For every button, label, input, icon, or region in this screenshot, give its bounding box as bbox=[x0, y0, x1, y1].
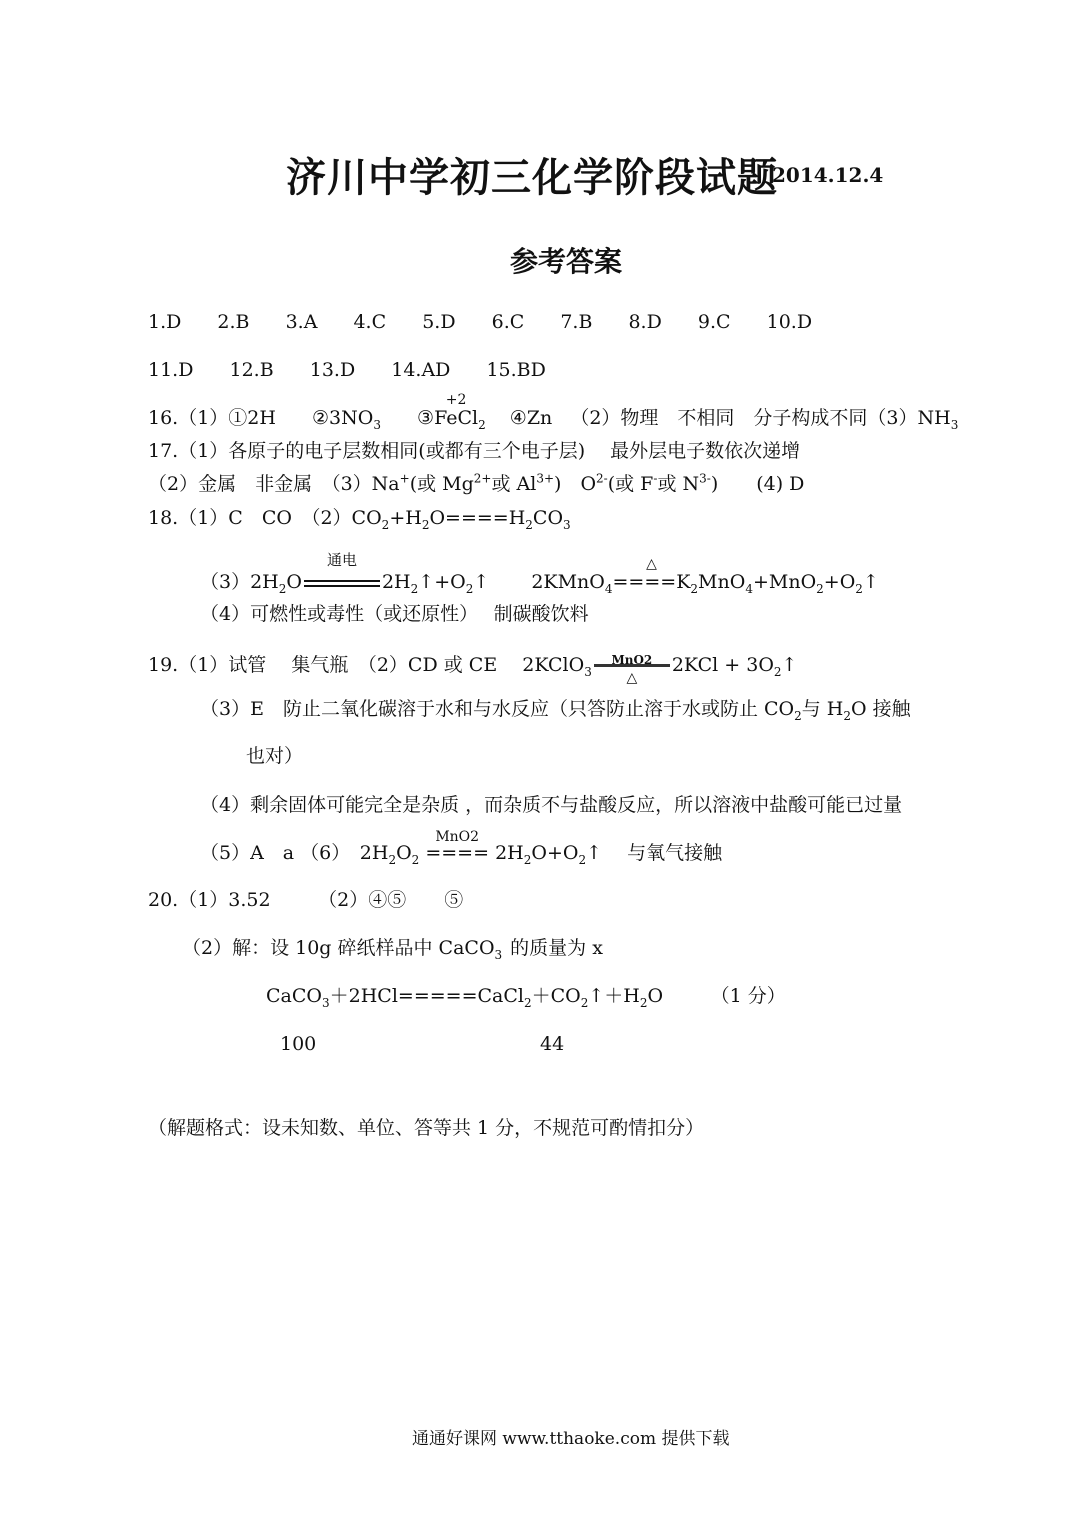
q17-line-1: 17.（1）各原子的电子层数相同(或都有三个电子层) 最外层电子数依次递增 bbox=[148, 440, 801, 462]
q18-line-2: $(3)2H_2O$ 通电 $2H_2↑+O_2↑$ 2KMnO$_4$ △ $====K_2MnO_4+MnO_2+O_2↑$ bbox=[200, 551, 879, 596]
q19-line-4: （4）剩余固体可能完全是杂质 ，而杂质不与盐酸反应，所以溶液中盐酸可能已过量 bbox=[200, 794, 903, 816]
answer-item: 3.A bbox=[285, 311, 318, 333]
page-title: 济川中学初三化学阶段试题 bbox=[286, 154, 778, 201]
answer-item: 14.AD bbox=[391, 359, 451, 381]
valence-fecl2: +2 FeCl bbox=[434, 392, 479, 429]
catalyst-arrow: MnO2 △ bbox=[592, 648, 672, 684]
answer-item: 5.D bbox=[422, 311, 456, 333]
catalyst-condition: MnO2 ==== bbox=[425, 829, 490, 864]
q20-equation: $CaCO_3+2HCl=====CaCl_2+CO_2↑+H_2O$ （1 分） bbox=[266, 985, 786, 1010]
q20-line-2: （2）解：设 10g 碎纸样品中 CaCO$_3$ 的质量为 x bbox=[182, 937, 603, 962]
answer-item: 2.B bbox=[217, 311, 250, 333]
q16-line: 16.（1）①2H $②3NO_3$ ③ +2 FeCl$_2$ ④Zn （2）物理 不相同 分子构成不同$(3)NH_3$ bbox=[148, 392, 959, 432]
exam-date: 2014.12.4 bbox=[772, 163, 884, 187]
answer-item: 15.BD bbox=[486, 359, 546, 381]
q17-line-2: （2）金属 非金属 （3）Na+(或 $Mg^{2+}$或 $Al^{3+}$) $O^{2-}$(或 F-或 $N^{3-}$) (4) D bbox=[148, 471, 805, 495]
grading-note: （解题格式：设未知数、单位、答等共 1 分，不规范可酌情扣分） bbox=[148, 1117, 705, 1139]
double-equals-line bbox=[304, 580, 380, 587]
page-subtitle: 参考答案 bbox=[510, 245, 623, 278]
q18-line-1: 18.（1）C CO $(2)CO_2+H_2O====H_2CO_3$ bbox=[148, 507, 571, 532]
answer-item: 10.D bbox=[766, 311, 813, 333]
answer-item: 6.C bbox=[491, 311, 525, 333]
answer-item: 8.D bbox=[628, 311, 662, 333]
q20-mass-100: 100 bbox=[280, 1033, 317, 1055]
answers-row-1 bbox=[148, 310, 842, 334]
answer-item: 9.C bbox=[697, 311, 731, 333]
answer-item: 7.B bbox=[560, 311, 593, 333]
answer-item: 11.D bbox=[148, 359, 194, 381]
answer-item: 4.C bbox=[353, 311, 387, 333]
q19-line-2: （3）E 防止二氧化碳溶于水和与水反应（只答防止溶于水或防止 $CO_2$与 $H_2O$ 接触 bbox=[200, 698, 911, 723]
q19-line-5: （5）A a （6） $2H_2O_2$ MnO2 ==== $2H_2O+O_2↑$ 与氧气接触 bbox=[200, 829, 723, 867]
q20-mass-44: 44 bbox=[540, 1033, 565, 1055]
q20-line-1: 20.（1）3.52 （2）④⑤ ⑤ bbox=[148, 889, 464, 911]
q19-line-1: 19.（1）试管 集气瓶 （2）CD 或 CE 2KClO$_3$ MnO2 △ $2KCl + 3O_2↑$ bbox=[148, 648, 797, 684]
answer-item: 13.D bbox=[309, 359, 356, 381]
q18-line-3: （4）可燃性或毒性（或还原性） 制碳酸饮料 bbox=[200, 603, 589, 625]
answer-item: 12.B bbox=[229, 359, 274, 381]
electrolysis-condition: 通电 bbox=[302, 570, 382, 594]
q19-line-3: 也对） bbox=[246, 745, 304, 767]
answers-row-2 bbox=[148, 358, 576, 382]
answer-item: 1.D bbox=[148, 311, 182, 333]
heating-condition: △ ====K bbox=[612, 556, 691, 593]
footer-source: 通通好课网 www.tthaoke.com 提供下载 bbox=[412, 1429, 730, 1449]
